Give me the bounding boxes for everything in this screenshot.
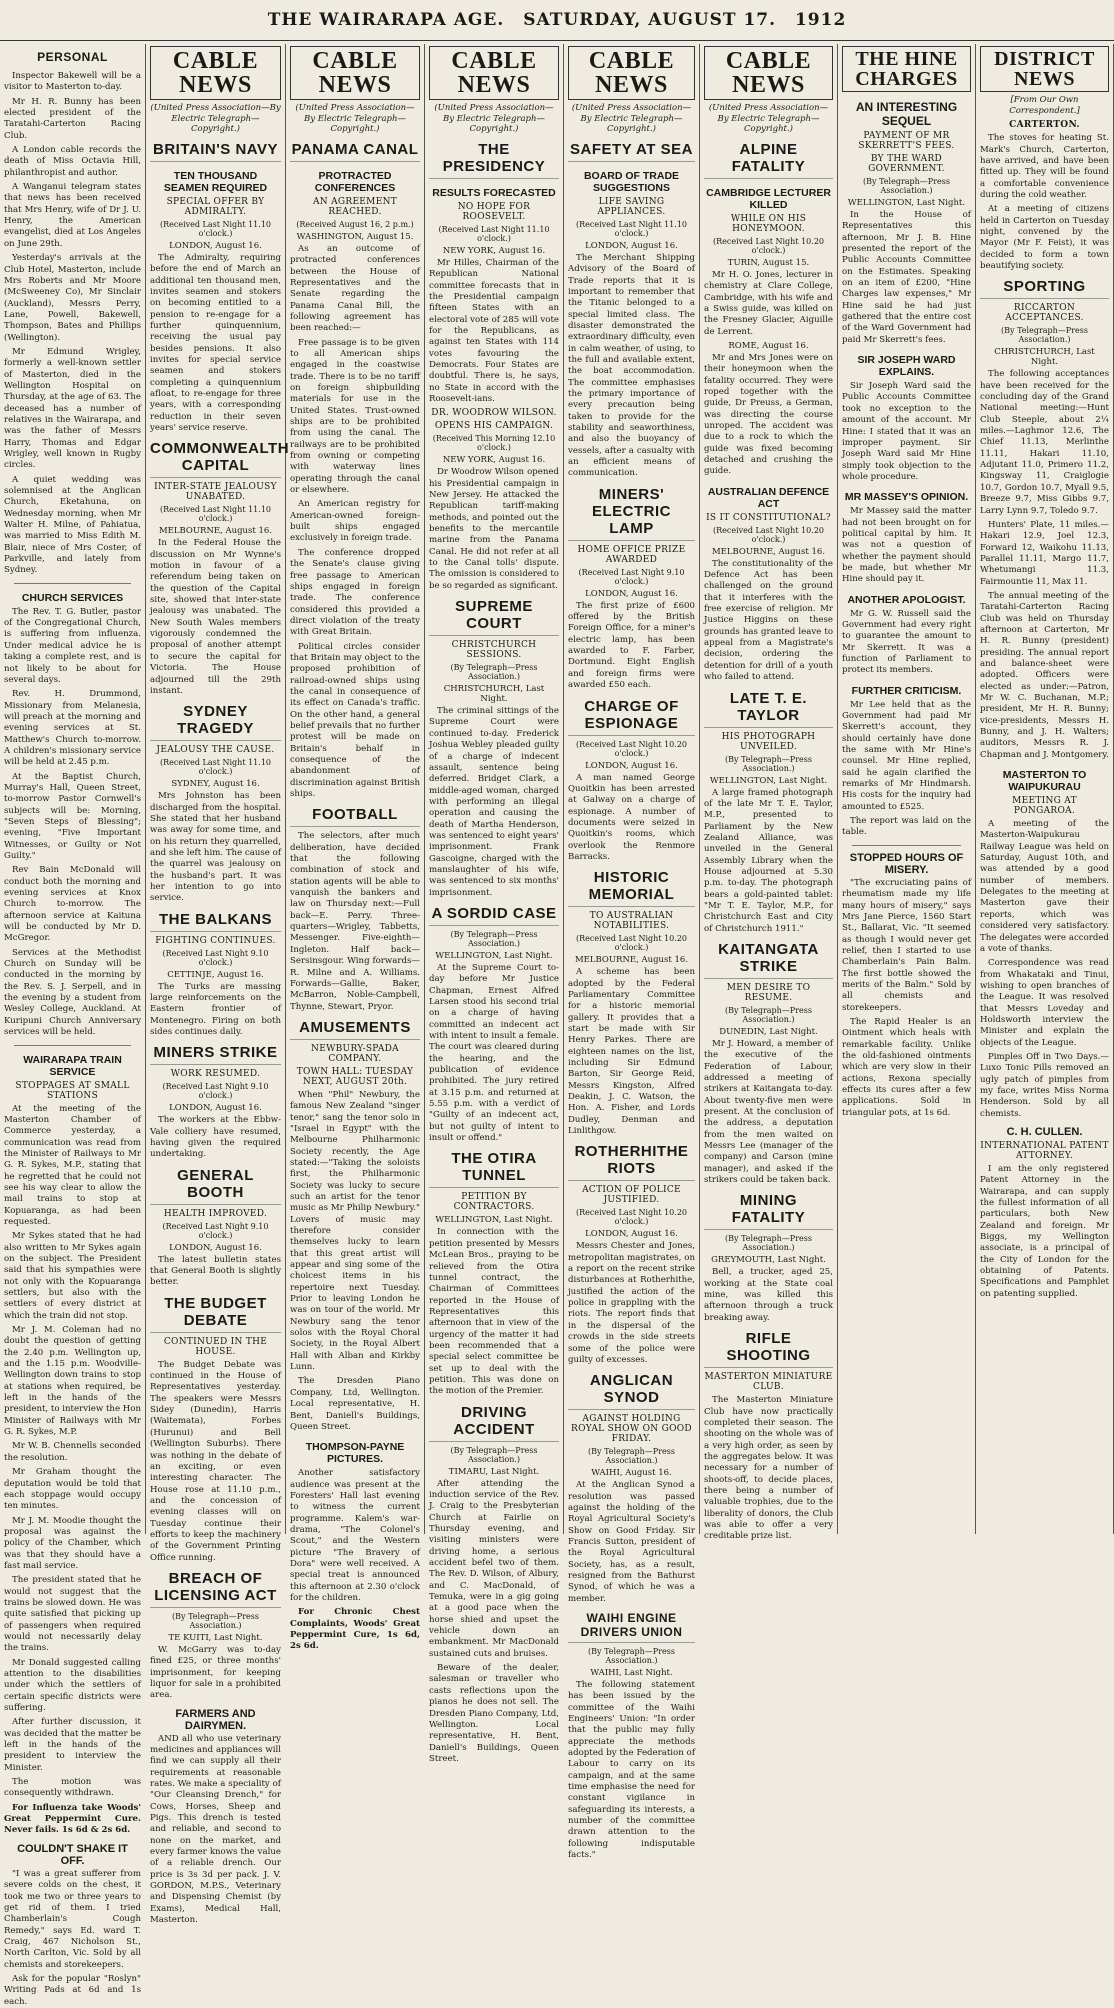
dateline: WELLINGTON, Last Night. <box>709 775 828 786</box>
received-time: (Received Last Night 10.20 o'clock.) <box>575 1208 687 1227</box>
subheadline: BOARD OF TRADE SUGGESTIONS <box>583 169 680 194</box>
subheadline: PAYMENT OF MR SKERRETT'S FEES. <box>858 131 955 151</box>
paragraph: Mr J. Howard, a member of the executive of the Federation of Labour, addressed a meeting of strikers at Kaitangata to-day. About twenty-five men were present. At the conclusion of the address, a deputation from the men waited on Messrs Lee (manager of the company) and Carson (mine manager), and asked if the strikers could be taken back. <box>704 1038 833 1186</box>
paragraph: A scheme has been adopted by the Federal Parliamentary Committee for a historic memorial gallery. It provides that a start be made with Sir Henry Parkes. There are eighteen names on the list, including Sir Edmund Barton, Sir George Reid, Messrs Kingston, Alfred Deakin, J. C. Watson, the Hon. A. Fisher, and Lords Dudley, Denman and Linlithgow. <box>568 967 695 1137</box>
subheadline: CHRISTCHURCH SESSIONS. <box>451 640 537 661</box>
dateline: LONDON, August 16. <box>585 240 678 251</box>
column-district-news <box>976 44 1114 1534</box>
paragraph: A London cable records the death of Miss Octavia Hill, philanthropist and author. <box>4 145 141 178</box>
headline: ANGLICAN SYNOD <box>568 1372 695 1410</box>
headline: THE BUDGET DEBATE <box>150 1295 281 1333</box>
subheadline: SPECIAL OFFER BY ADMIRALTY. <box>166 196 265 217</box>
divider <box>852 845 961 846</box>
dateline: WASHINGTON, August 15. <box>296 231 414 242</box>
subheadline: JEALOUSY THE CAUSE. <box>156 745 275 756</box>
received-time: (Received Last Night 9.10 o'clock.) <box>578 567 685 586</box>
paragraph: A Wanganui telegram states that news has been received that Mrs Henry, wife of Dr J. U. Henry, the American evangelist, died at Los Angeles on June 29th. <box>4 182 141 249</box>
paragraph: The motion was consequently withdrawn. <box>4 1777 141 1799</box>
dateline: TE KUITI, Last Night. <box>168 1632 263 1643</box>
paragraph: Mr J. M. Coleman had no doubt the question of getting the 2.40 p.m. Wellington up, and the 1.15 p.m. Woodville-Wellington down trains to stop at stations when required, be left in the hands of the president, to interview the Hon Minister of Railways with Mr G. R. Sykes, M.P. <box>4 1325 141 1438</box>
headline: SYDNEY TRAGEDY <box>150 703 281 741</box>
agency-credit: (By Telegraph—Press Association.) <box>863 177 950 195</box>
subheadline: HEALTH IMPROVED. <box>163 1208 268 1219</box>
headline: MINERS' ELECTRIC LAMP <box>568 486 695 541</box>
received-time: (Received Last Night 9.10 o'clock.) <box>162 1082 269 1101</box>
masthead <box>0 0 1114 41</box>
column-heading: DISTRICT NEWS <box>980 46 1109 92</box>
paragraph: Mr W. B. Chennells seconded the resolution. <box>4 1441 141 1463</box>
paragraph: A man named George Quoitkin has been arrested at Galway on a charge of espionage. A number of documents were seized in Quoitkin's rooms, which overlook the Renmore Barracks. <box>568 772 695 862</box>
paragraph: The Turks are massing large reinforcements on the Eastern frontier of Montenegro. Firing on both sides continues daily. <box>150 981 281 1037</box>
paragraph: When "Phil" Newbury, the famous New Zealand "singer tenor," sang the tenor solo in "Israel in Egypt" with the Melbourne Philharmonic Society recently, the Age stated:—"Taking the soloists first, the Philharmonic Society was lucky to secure such an artist for the tenor music as Mr Philip Newbury." Lovers of music may therefore consider themselves lucky to learn that this great artist will appear and sing some of the choicest items in his repertoire next Tuesday. Prior to leaving London he was on tour of the world. Mr Newbury sang the tenor solos with the Royal Choral Society, in the Royal Albert Hall with Alban and Kirkby Lunn. <box>290 1089 420 1373</box>
paper-name: THE WAIRARAPA AGE. <box>267 10 505 30</box>
paragraph: The constitutionality of the Defence Act has been challenged on the ground that it interferes with the free exercise of religion. Mr Justice Higgins on these grounds has granted leave to appeal from a Magistrate's decision, ordering the detention for drill of a youth who failed to attend. <box>704 558 833 683</box>
agency-credit: (By Telegraph—Press Association.) <box>172 1611 259 1630</box>
paragraph: Inspector Bakewell will be a visitor to Masterton to-day. <box>4 71 141 93</box>
dateline: WELLINGTON, Last Night. <box>435 1215 553 1226</box>
divider <box>14 583 131 584</box>
agency-credit: (United Press Association—By Electric Telegraph—Copyright.) <box>571 103 692 135</box>
paragraph: Yesterday's arrivals at the Club Hotel, Masterton, include Mrs Roberts and Mr Moore (McSweeney Co), Mr Sinclair (Auckland), Messrs Perry, Lane, Powell, Bakewell, Thompson, Bates and Phillips (Wellington). <box>4 253 141 343</box>
headline: COMMONWEALTH CAPITAL <box>150 440 281 478</box>
paragraph: Mr Lee held that as the Government had paid Mr Skerrett's account, they should certainly have done the same with Mr Hine's counsel. Mr Hine replied, said he again clarified the remarks of Mr Hindmarsh. His costs for the inquiry had amounted to £525. <box>842 699 971 812</box>
dateline: TURIN, August 15. <box>727 257 810 268</box>
subheadline: MEETING AT PONGAROA. <box>1012 796 1077 817</box>
subheadline: IS IT CONSTITUTIONAL? <box>706 512 831 523</box>
subheadline: WORK RESUMED. <box>170 1069 261 1080</box>
agency-credit: (United Press Association—By Electric Telegraph—Copyright.) <box>295 103 415 135</box>
column-heading: CABLE NEWS <box>429 46 559 100</box>
received-time: (Received Last Night 11.10 o'clock.) <box>159 219 271 238</box>
advertisement: For Chronic Chest Complaints, Woods' Great Peppermint Cure, 1s 6d, 2s 6d. <box>290 1607 420 1652</box>
subheadline: PROTRACTED CONFERENCES <box>314 169 396 194</box>
paragraph: At a meeting of citizens held in Carterton on Tuesday night, convened by the Mayor (Mr F. Feist), it was decided to form a town beautifying society. <box>980 204 1109 272</box>
paragraph: A meeting of the Masterton-Waipukurau Railway League was held on Saturday, August 10th, and was attended by a good number of members. Delegates to the meeting at Masterton gave their reports, which was considered very satisfactory. The delegates were accorded a vote of thanks. <box>980 819 1109 954</box>
dateline: CETTINJE, August 16. <box>167 969 264 980</box>
paragraph: Rev. H. Drummond, Missionary from Melanesia, will preach at the morning and evening services at St. Matthew's Church to-morrow. A children's missionary service will be held at 2.45 p.m. <box>4 689 141 768</box>
paragraph: Mr Hilles, Chairman of the Republican National committee forecasts that in the Presidential campaign fifteen States with an electoral vote of 285 will vote for the Republicans, as against ten States with 114 votes favouring the Democrats. Four States are doubtful. There is, he says, no State in accord with the Roosevelt-ians. <box>429 257 559 404</box>
subheadline: ANOTHER APOLOGIST. <box>847 593 966 606</box>
subheadline: TEN THOUSAND SEAMEN REQUIRED <box>163 169 268 194</box>
dateline: WELLINGTON, Last Night. <box>847 198 966 208</box>
subheadline: CAMBRIDGE LECTURER KILLED <box>706 186 831 211</box>
dateline: LONDON, August 16. <box>169 240 262 251</box>
paragraph: Rev Bain McDonald will conduct both the morning and evening services at Knox Church to-morrow. The afternoon service at Kaituna will be conducted by Mr D. McGregor. <box>4 865 141 944</box>
subheadline: RESULTS FORECASTED <box>432 186 556 199</box>
ad-heading: FARMERS AND DAIRYMEN. <box>175 1707 256 1732</box>
paragraph: After attending the induction service of the Rev. J. Craig to the Presbyterian Church at Fairlie on Thursday evening, and visiting ministers were driving home, a serious accident befel two of them. The Rev. D. Wilson, of Albury, and C. MacDonald, of Temuka, were in a gig going at a good pace when the horse shied and upset the vehicle down an embankment. Mr MacDonald sustained cuts and bruises. <box>429 1478 559 1659</box>
subheadline: DR. WOODROW WILSON. <box>431 408 557 419</box>
dateline: NEW YORK, August 16. <box>442 245 546 256</box>
section-heading: PERSONAL <box>37 50 108 64</box>
paragraph: Mr G. W. Russell said the Government had every right to guarantee the amount to Mr Skerrett. It was a function of Parliament to protect its members. <box>842 608 971 676</box>
paragraph: The criminal sittings of the Supreme Court were continued to-day. Frederick Joshua Webley pleaded guilty of a charge of indecent assault, sentence being deferred. Bridget Clark, a middle-aged woman, charged with performing an illegal operation and causing the death of Martha Henderson, was sentenced to eight years' imprisonment. Frank Gascoigne, charged with the manslaughter of his wife, was sentenced to six months' imprisonment. <box>429 706 559 898</box>
paragraph: The following acceptances have been received for the concluding day of the Grand National meeting:—Hunt Club Steeple, about 2¼ miles.—Laghmor 12.6, The Chief 11.13, Merlinthe 11.11, Hakari 11.10, Adjutant 11.0, Primero 11.2, Kingsway 11, Craiglogie 10.7, Gordon 10.7, Myall 9.5, Breeze 9.7, Miss Gibbs 9.7, Larry Lynn 9.7, Toledo 9.7. <box>980 369 1109 516</box>
paragraph: Messrs Chester and Jones, metropolitan magistrates, on a report on the recent strike disturbances at Rotherhithe, justified the action of the police in grappling with the riots. The report finds that in the dispersal of the crowds in the side streets some of the police were guilty of excesses. <box>568 1241 695 1365</box>
dateline: LONDON, August 16. <box>169 1103 262 1114</box>
advertisement: "The excruciating pains of rheumatism made my life many hours of misery," says Mrs Jane Pierce, 1560 Start St., Ballarat, Vic. "It seemed as though I would never get relief, then I started to use Chamberlain's Pain Balm. The first bottle showed the merits of the Balm." Sold by all chemists and storekeepers. <box>842 877 971 1013</box>
paragraph: Services at the Methodist Church on Sunday will be conducted in the morning by the Rev. S. J. Serpell, and in the evening by a student from Wesley College, Auckland. At Kuripuni Church Anniversary services will be held. <box>4 947 141 1038</box>
paragraph: Bell, a trucker, aged 25, working at the State coal mine, was killed this afternoon through a truck breaking away. <box>704 1267 833 1323</box>
masthead-title <box>0 10 1114 30</box>
received-time: (Received Last Night 10.20 o'clock.) <box>575 934 687 953</box>
subheadline: AN INTERESTING SEQUEL <box>855 100 958 128</box>
received-time: (Received Last Night 10.20 o'clock.) <box>712 236 824 255</box>
subheadline: RICCARTON ACCEPTANCES. <box>1005 303 1084 324</box>
paragraph: The report was laid on the table. <box>842 816 971 838</box>
paragraph: Another satisfactory audience was present at the Foresters' Hall last evening to witness the current programme. Kalem's war-drama, "The Colonel's Scout," and the Western picture "The Bravery of Dora" were well received. A special treat is announced this afternoon at 2.30 o'clock for the children. <box>290 1468 420 1603</box>
headline: THOMPSON-PAYNE PICTURES. <box>305 1441 405 1466</box>
paragraph: Dr Woodrow Wilson opened his Presidential campaign in New Jersey. He attacked the Republican tariff-making methods, and pointed out the benefits to the mercantile marine from the Panama Canal. He did not refer at all to the Canal tolls' dispute. The omission is considered to be so regarded as significant. <box>429 467 559 591</box>
received-time: (Received Last Night 11.10 o'clock.) <box>438 224 550 243</box>
dateline: SYDNEY, August 16. <box>171 779 260 790</box>
subheadline: MR MASSEY'S OPINION. <box>844 491 969 504</box>
subheadline: INTER-STATE JEALOUSY UNABATED. <box>154 482 277 503</box>
received-time: (Received Last Night 11.10 o'clock.) <box>159 505 271 524</box>
column-heading: CABLE NEWS <box>704 46 833 100</box>
column-heading: CABLE NEWS <box>568 46 695 100</box>
paragraph: The Merchant Shipping Advisory of the Board of Trade reports that it is important to remember that the Titanic belonged to a special limited class. The disaster demonstrated the extraordinary difficulty, even in calm weather, of using, to the full and available extent, the boat accommodation. The committee emphasises the primary importance of every precaution being taken to provide for the stability and seaworthiness, and also the buoyancy of vessels, after a casualty with an efficient means of communication. <box>568 252 695 479</box>
subheadline: WHILE ON HIS HONEYMOON. <box>730 213 807 234</box>
agency-credit: (United Press Association—By Electric Telegraph—Copyright.) <box>150 103 281 135</box>
subheadline: MASTERTON MINIATURE CLUB. <box>704 1372 833 1393</box>
column-cable-news-3 <box>425 44 564 1764</box>
paragraph: Mr Edmund Wrigley, formerly a well-known settler of Masterton, died in the Wellington Hospital on Thursday, at the age of 63. The deceased has a number of relatives in the Wairarapa, and was the father of Messrs Harry, Thomas and Edgar Wrigley, well known in Rugby circles. <box>4 346 141 471</box>
dateline: DUNEDIN, Last Night. <box>719 1026 818 1037</box>
paragraph: At the Anglican Synod a resolution was passed against the holding of the Royal Agricultural Society's Show on Good Friday. Sir Francis Sutton, president of the Royal Agricultural Society, has, as a result, resigned from the Bathurst Synod, of which he was a member. <box>568 1480 695 1604</box>
subheadline: FURTHER CRITICISM. <box>851 684 962 697</box>
subheading: STOPPAGES AT SMALL STATIONS <box>15 1080 130 1101</box>
subheadline: AN AGREEMENT REACHED. <box>312 196 398 217</box>
paragraph: At the meeting of the Masterton Chamber of Commerce yesterday, a communication was read from the Minister of Railways to Mr G. R. Sykes, M.P., stating that he regretted that he could not see his way clear to allow the mail trains to stop at Kopuaranga, as had been requested. <box>4 1103 141 1227</box>
advertisement: For Influenza take Woods' Great Peppermint Cure. Never fails. 1s 6d & 2s 6d. <box>4 1802 141 1836</box>
headline: PANAMA CANAL <box>290 141 420 162</box>
paragraph: At the Baptist Church, Murray's Hall, Queen Street, to-morrow Pastor Cornwell's subjects will be: Morning, "Seven Steps of Blessing"; evening, "Five Important Witnesses, or Guilty or Not Guilty." <box>4 771 141 861</box>
agency-credit: (By Telegraph—Press Association.) <box>588 1646 675 1665</box>
agency-credit: (United Press Association—By Electric Telegraph—Copyright.) <box>708 103 829 135</box>
paragraph: At the Supreme Court to-day before Mr Justice Chapman, Ernest Alfred Larsen stood his second trial on a charge of having committed an indecent act with intent to insult a female. The court was cleared during the hearing, and the publication of evidence prohibited. The jury retired at 3.15 p.m. and returned at 5.55 p.m. with a verdict of "Guilty of an indecent act, but not guilty of intent to insult or offend." <box>429 962 559 1144</box>
headline: WAIHI ENGINE DRIVERS UNION <box>568 1611 695 1643</box>
dateline: WAIHI, Last Night. <box>590 1667 673 1678</box>
column-heading: THE HINE CHARGES <box>842 46 971 92</box>
paragraph: The conference dropped the Senate's clause giving free passage to American ships engaged in foreign trade. The conference considered this provided a direct violation of the treaty with Great Britain. <box>290 547 420 638</box>
paragraph: Political circles consider that Britain may object to the proposed prohibition of railroad-owned ships using the canal in consequence of its effect on Canada's traffic. On the other hand, a general belief prevails that no further protest will be made on Britain's behalf in consequence of the abandonment of discrimination against British ships. <box>290 641 420 800</box>
agency-credit: (By Telegraph—Press Association.) <box>588 1447 675 1466</box>
paragraph: Mr Sykes stated that he had also written to Mr Sykes again on the subject. The President said that his sympathies were not only with the Kopuaranga settlers, but also with the settlers of every district at which the train did not stop. <box>4 1231 141 1321</box>
paragraph: The selectors, after much deliberation, have decided that the following combination of stock and station agents will be able to vanquish the bankers and law on Thursday next:—Full back—E. Perry. Three-quarters—Wrigley, Tabbetts, Messenger. Five-eighth—Ingleton. Half back—Sersinsgour. Wing forwards—R. Milne and A. Williams. Forwards—Gallie, Baker, McBarron, Noble-Campbell, Thynne, Stewart, Pryor. <box>290 831 420 1012</box>
headline: LATE T. E. TAYLOR <box>704 690 833 728</box>
paragraph: Beware of the dealer, salesman or traveller who casts reflections upon the pianos he does not sell. The Dresden Piano Company, Ltd, Wellington. Local representative, H. Bent, Daniell's Buildings, Queen Street. <box>429 1663 559 1764</box>
issue-year: 1912 <box>794 10 847 30</box>
column-heading: CABLE NEWS <box>290 46 420 100</box>
correspondent-credit: [From Our Own Correspondent.] <box>1009 95 1080 116</box>
agency-credit: (By Telegraph—Press Association.) <box>450 663 538 682</box>
headline: BREACH OF LICENSING ACT <box>150 1570 281 1608</box>
paragraph: A quiet wedding was solemnised at the Anglican Church, Eketahuna, on Wednesday morning, when Mr Walter H. Milne, of Pahiatua, was married to Miss Edith M. Blair, niece of Mrs Coster, of Parkville, and lately from Sydney. <box>4 474 141 576</box>
paragraph: The Masterton Miniature Club have now practically completed their season. The shooting on the whole was of a very high order, as seen by the aggregates below. It was necessary for a number of shoots-off, to decide places, there being a number of valuable trophies, due to the liberality of donors, the Club was able to offer a very creditable prize list. <box>704 1395 833 1542</box>
headline: HISTORIC MEMORIAL <box>568 869 695 907</box>
subheadline: NEWBURY-SPADA COMPANY. <box>311 1043 399 1064</box>
dateline: LONDON, August 16. <box>585 760 678 771</box>
paragraph: The first prize of £600 offered by the British Foreign Office, for a miner's electric lamp, has been awarded to F. Farber, Dortmund. Eight English and foreign firms were awarded £50 each. <box>568 600 695 691</box>
dateline: WELLINGTON, Last Night. <box>435 950 553 961</box>
headline: GENERAL BOOTH <box>150 1167 281 1205</box>
headline: MINING FATALITY <box>704 1192 833 1230</box>
subheadline: FIGHTING CONTINUES. <box>155 935 276 946</box>
dateline: LONDON, August 16. <box>585 588 678 599</box>
paragraph: In the House of Representatives this afternoon, Mr J. B. Hine presented the report of the Public Accounts Committee on the Estimates. Speaking on an item of £200, "Hine Charges law expenses," Mr Hine said he had just gathered that the entire cost of the Ward Government had paid Mr Skerrett's fees. <box>842 210 971 345</box>
advertisement: I am the only registered Patent Attorney in the Wairarapa, and can supply the fullest information of all particulars, both New Zealand and foreign. Mr Biggs, my Wellington associate, is a principal of the City of London for the obtaining of Patents. Specifications and Pamphlet on patenting supplied. <box>980 1164 1109 1299</box>
subheadline: NO HOPE FOR ROOSEVELT. <box>457 201 531 222</box>
dateline: GREYMOUTH, Last Night. <box>711 1255 826 1266</box>
agency-credit: (By Telegraph—Press Association.) <box>725 1234 812 1253</box>
agency-credit: (United Press Association—By Electric Telegraph—Copyright.) <box>434 103 554 135</box>
paragraph: The Dresden Piano Company, Ltd, Wellington. Local representative, H. Bent, Daniell's Buildings, Queen Street. <box>290 1376 420 1432</box>
headline: ALPINE FATALITY <box>704 141 833 179</box>
ad-heading: C. H. CULLEN. <box>1006 1126 1083 1138</box>
dateline: NEW YORK, August 16. <box>442 455 546 466</box>
paragraph: After further discussion, it was decided that the matter be left in the hands of the president to interview the Minister. <box>4 1717 141 1773</box>
paragraph: The latest bulletin states that General Booth is slightly better. <box>150 1254 281 1288</box>
dateline: TIMARU, Last Night. <box>448 1466 540 1477</box>
paragraph: Mr Donald suggested calling attention to the disabilities under which the settlers of certain specific districts were suffering. <box>4 1657 141 1714</box>
subheadline: TO AUSTRALIAN NOTABILITIES. <box>589 911 674 932</box>
subheadline: HIS PHOTOGRAPH UNVEILED. <box>721 731 816 752</box>
paragraph: The president stated that he would not suggest that the trains be slowed down. He was quite satisfied that picking up of passengers when required would not necessarily delay the trains. <box>4 1575 141 1654</box>
paragraph: The Budget Debate was continued in the House of Representatives yesterday. The speakers were Messrs Sidey (Dunedin), Harris (Waitemata), Forbes (Hurunui) and Bell (Wellington Suburbs). There was nothing in the debate of an exciting, or even interesting character. The House rose at 11.10 p.m., and the concession of evening classes will on Tuesday continue their efforts to keep the machinery of the Government Printing Office running. <box>150 1359 281 1563</box>
paragraph: Mr H. O. Jones, lecturer in chemistry at Clare College, Cambridge, with his wife and a Swiss guide, was killed on the Fresney Glacier, Aiguille de Lerrent. <box>704 269 833 337</box>
paragraph: Free passage is to be given to all American ships engaged in the coastwise trade. There is to be no tariff on foreign shipbuilding materials for use in the United States. Trust-owned ships are to be prohibited from using the canal. The railways are to be prohibited from owning or competing with waterway lines operating through the canal or elsewhere. <box>290 337 420 496</box>
ad-subheading: INTERNATIONAL PATENT ATTORNEY. <box>980 1141 1109 1161</box>
paragraph: The Admiralty, requiring before the end of March an additional ten thousand men, invites seamen and stokers on becoming entitled to a pension to re-engage for a further quinquennium, receiving the usual pay besides pensions. It also invites for special service seamen and stokers completing a quinquennium afloat, to re-engage for three years, with a corresponding reduction in their seven years' service reserve. <box>150 252 281 434</box>
received-time: (Received Last Night 9.10 o'clock.) <box>162 1221 269 1240</box>
column-cable-news-4 <box>564 44 700 1861</box>
column-hine-charges <box>838 44 976 1534</box>
paragraph: Mrs Johnston has been discharged from the hospital. She stated that her husband was away for some time, and on his return they quarrelled, and she left him. The cause of the quarrel was jealousy on the husband's part. It was her intention to go into service. <box>150 791 281 904</box>
place-heading: CARTERTON. <box>1009 120 1080 131</box>
paragraph: The following statement has been issued by the committee of the Waihi Engineers' Union: "In order that the public may fully appreciate the methods adopted by the Federation of Labour to carry on its campaign, and at the same time emphasise the need for constant vigilance in safeguarding its interests, a number of the committee drawn attention to the following indisputable facts." <box>568 1679 695 1861</box>
dateline: MELBOURNE, August 16. <box>158 526 273 537</box>
subheadline: PETITION BY CONTRACTORS. <box>453 1192 535 1213</box>
headline: MINERS STRIKE <box>150 1044 281 1065</box>
subheadline: BY THE WARD GOVERNMENT. <box>868 154 945 174</box>
agency-credit: (By Telegraph—Press Association.) <box>450 929 538 948</box>
dateline: MELBOURNE, August 16. <box>574 955 689 966</box>
headline: A SORDID CASE <box>429 905 559 926</box>
subheadline: MEN DESIRE TO RESUME. <box>726 982 811 1003</box>
agency-credit: (By Telegraph—Press Association.) <box>725 1005 812 1024</box>
column-cable-news-5 <box>700 44 838 1542</box>
dateline: MELBOURNE, August 16. <box>711 546 826 557</box>
column-cable-news-1 <box>146 44 290 1926</box>
ad-heading: COULDN'T SHAKE IT OFF. <box>17 1842 128 1867</box>
issue-date: SATURDAY, AUGUST 17. <box>523 10 777 30</box>
headline: CHARGE OF ESPIONAGE <box>568 698 695 736</box>
advertisement: AND all who use veterinary medicines and appliances will find we can supply all their requirements at reasonable rates. We make a speciality of "Our Cleansing Drench," for Cows, Horses, Sheep and Pigs. This drench is tested and reliable, and second to none on the market, and every farmer knows the value of a reliable drench. Our price is 3s 3d per pack. J. V. GORDON, M.P.S., Veterinary and Dispensing Chemist (by Exams), Medical Hall, Masterton. <box>150 1733 281 1926</box>
paragraph: The annual meeting of the Taratahi-Carterton Racing Club was held on Thursday afternoon at Carterton, Mr H. R. Bunny (president) presiding. The annual report and balance-sheet were adopted. Officers were elected as under:—Patron, Mr W. C. Buchanan, M.P.; president, Mr H. R. Bunny; vice-presidents, Messrs H. Bunny, and J. H. Walters; auditors, Messrs R. J. Chapman and J. Montgomery. <box>980 590 1109 760</box>
ad-heading: STOPPED HOURS OF MISERY. <box>849 851 964 876</box>
received-time: (Received Last Night 11.10 o'clock.) <box>575 219 687 238</box>
headline: KAITANGATA STRIKE <box>704 941 833 979</box>
subheadline: ACTION OF POLICE JUSTIFIED. <box>582 1185 681 1206</box>
paragraph: Mr Massey said the matter had not been brought on for political capital by him. It was not a question of whether the payment should be made, but whether Mr Hine should pay it. <box>842 506 971 585</box>
advertisement: The Rapid Healer is an Ointment which heals with remarkable facility. Unlike the old-fashioned ointments which are very slow in their actions, Rexona specially effects its cures after a few applications. Sold in triangular pots, at 1s 6d. <box>842 1016 971 1118</box>
column-heading: CABLE NEWS <box>150 46 281 100</box>
advertisement: Pimples Off in Two Days.—Luxo Tonic Pills removed an ugly patch of pimples from my face, writes Miss Norma Henderson. Sold by all chemists. <box>980 1051 1109 1119</box>
paragraph: Correspondence was read from Whakataki and Tinui, wishing to open branches of the League. It was resolved that Messrs Loveday and Holdsworth interview the Minister and explain the objects of the League. <box>980 958 1109 1048</box>
received-time: (Received This Morning 12.10 o'clock.) <box>432 434 556 453</box>
agency-credit: (By Telegraph—Press Association.) <box>1001 326 1088 345</box>
headline: THE BALKANS <box>150 911 281 932</box>
paragraph: Mr H. R. Bunny has been elected president of the Taratahi-Carterton Racing Club. <box>4 96 141 141</box>
paragraph: The Rev. T. G. Butler, pastor of the Congregational Church, is suffering from influenza. Under medical advice he is taking a complete rest, and is not likely to be about for several days. <box>4 606 141 685</box>
headline: SUPREME COURT <box>429 598 559 636</box>
paragraph: Sir Joseph Ward said the Public Accounts Committee took no exception to the amount of the account. Mr Hine: I stated that it was an improper payment. Sir Joseph Ward said Mr Hine simply took objection to the whole procedure. <box>842 381 971 482</box>
paragraph: The stoves for heating St. Mark's Church, Carterton, have arrived, and have been fitted up. They will be found a comfortable convenience during the cold weather. <box>980 133 1109 200</box>
advertisement: Ask for the popular "Roslyn" Writing Pads at 6d and 1s each. <box>4 1973 141 2007</box>
paragraph: Mr Graham thought the deputation would be told that each stoppage would occupy ten minutes. <box>4 1467 141 1512</box>
dateline: CHRISTCHURCH, Last Night. <box>443 684 545 705</box>
section-heading: WAIRARAPA TRAIN SERVICE <box>23 1053 122 1078</box>
headline: THE PRESIDENCY <box>429 141 559 179</box>
headline: SPORTING <box>980 278 1109 299</box>
paragraph: In the Federal House the discussion on Mr Wynne's motion in favour of a referendum being taken on the question of the Capital site, showed that inter-state jealousy was unabated. The New South Wales members vigorously condemned the proposal of another attempt to secure the capital for Victoria. The House adjourned till the 29th instant. <box>150 538 281 696</box>
headline: ROTHERHITHE RIOTS <box>568 1143 695 1181</box>
agency-credit: (By Telegraph—Press Association.) <box>450 1445 538 1464</box>
section-heading: CHURCH SERVICES <box>21 591 124 604</box>
subheadline: HOME OFFICE PRIZE AWARDED <box>577 544 686 565</box>
headline: THE OTIRA TUNNEL <box>429 1150 559 1188</box>
subheadline: CONTINUED IN THE HOUSE. <box>163 1336 268 1357</box>
dateline: LONDON, August 16. <box>585 1229 678 1240</box>
paragraph: Mr and Mrs Jones were on their honeymoon when the fatality occurred. They were roped together with the guide, Dr Preuss, a German, was directing the course unroped. The accident was due to a rock to which the guide was fixed becoming detached and crushing the guide. <box>704 352 833 477</box>
advertisement: "I was a great sufferer from severe colds on the chest, it took me two or three years to get rid of them. I tried Chamberlain's Cough Remedy," says Ed. ward T. Craig, 467 Nicholson St., North Carlton, Vic. Sold by all chemists and storekeepers. <box>4 1868 141 1970</box>
column-personal <box>0 44 146 2007</box>
dateline: LONDON, August 16. <box>169 1242 262 1253</box>
headline: FOOTBALL <box>290 806 420 827</box>
paragraph: Mr J. M. Moodie thought the proposal was against the policy of the Chamber, which was that they should have a fast mail service. <box>4 1515 141 1571</box>
headline: MASTERTON TO WAIPUKURAU <box>1002 769 1087 794</box>
dateline: CHRISTCHURCH, Last Night. <box>994 347 1095 368</box>
headline: AMUSEMENTS <box>290 1019 420 1040</box>
dateline: ROME, August 16. <box>728 340 809 351</box>
subheadline: SIR JOSEPH WARD EXPLAINS. <box>857 354 956 379</box>
column-cable-news-2 <box>286 44 425 1652</box>
headline: AUSTRALIAN DEFENCE ACT <box>707 485 830 510</box>
subheadline: AGAINST HOLDING ROYAL SHOW ON GOOD FRIDAY. <box>571 1414 692 1445</box>
paragraph: The workers at the Ebbw-Vale colliery have resumed, having given the required undertaking. <box>150 1115 281 1160</box>
paragraph: W. McGarry was to-day fined £25, or three months' imprisonment, for keeping liquor for sale in a prohibited area. <box>150 1644 281 1701</box>
received-time: (Received Last Night 9.10 o'clock.) <box>162 948 269 967</box>
headline: DRIVING ACCIDENT <box>429 1404 559 1442</box>
received-time: (Received Last Night 10.20 o'clock.) <box>712 525 824 544</box>
received-time: (Received Last Night 10.20 o'clock.) <box>575 739 687 758</box>
paragraph: A large framed photograph of the late Mr T. E. Taylor, M.P., presented to Parliament by the New Zealand Alliance, was unveiled in the General Assembly Library when the House adjourned at 5.30 p.m. to-day. The photograph bears a gold-painted tablet: "Mr T. E. Taylor, M.P., for Christchurch East and City of Christchurch 1911." <box>704 787 833 934</box>
agency-credit: (By Telegraph—Press Association.) <box>725 754 812 773</box>
divider <box>14 1045 131 1046</box>
subheadline: OPENS HIS CAMPAIGN. <box>434 421 554 432</box>
paragraph: In connection with the petition presented by Messrs McLean Bros., praying to be relieved from the Otira tunnel contract, the Chairman of Committees reported in the House of Representatives this afternoon that in view of the urgency of the matter it had been recommended that a special select committee be set up to deal with the petition. This was done on the motion of the Premier. <box>429 1227 559 1397</box>
paragraph: Hunters' Plate, 11 miles.—Hakari 12.9, Joel 12.3, Forward 12, Waikohu 11.13, Parallel 11.11, Margo 11.7, Whetumangi 11.3, Fairmountie 11, Max 11. <box>980 519 1109 587</box>
subheadline: TOWN HALL: TUESDAY NEXT, AUGUST 20th. <box>296 1066 414 1087</box>
subheadline: LIFE SAVING APPLIANCES. <box>597 196 666 217</box>
paragraph: An American registry for American-owned foreign-built ships engaged exclusively in foreign trade. <box>290 499 420 544</box>
dateline: WAIHI, August 16. <box>591 1468 672 1479</box>
headline: RIFLE SHOOTING <box>704 1330 833 1368</box>
received-time: (Received Last Night 11.10 o'clock.) <box>159 758 271 777</box>
headline: BRITAIN'S NAVY <box>150 141 281 162</box>
received-time: (Received August 16, 2 p.m.) <box>296 219 414 229</box>
paragraph: As an outcome of protracted conferences between the House of Representatives and the Senate regarding the Panama Canal Bill, the following agreement has been reached:— <box>290 243 420 334</box>
headline: SAFETY AT SEA <box>568 141 695 162</box>
